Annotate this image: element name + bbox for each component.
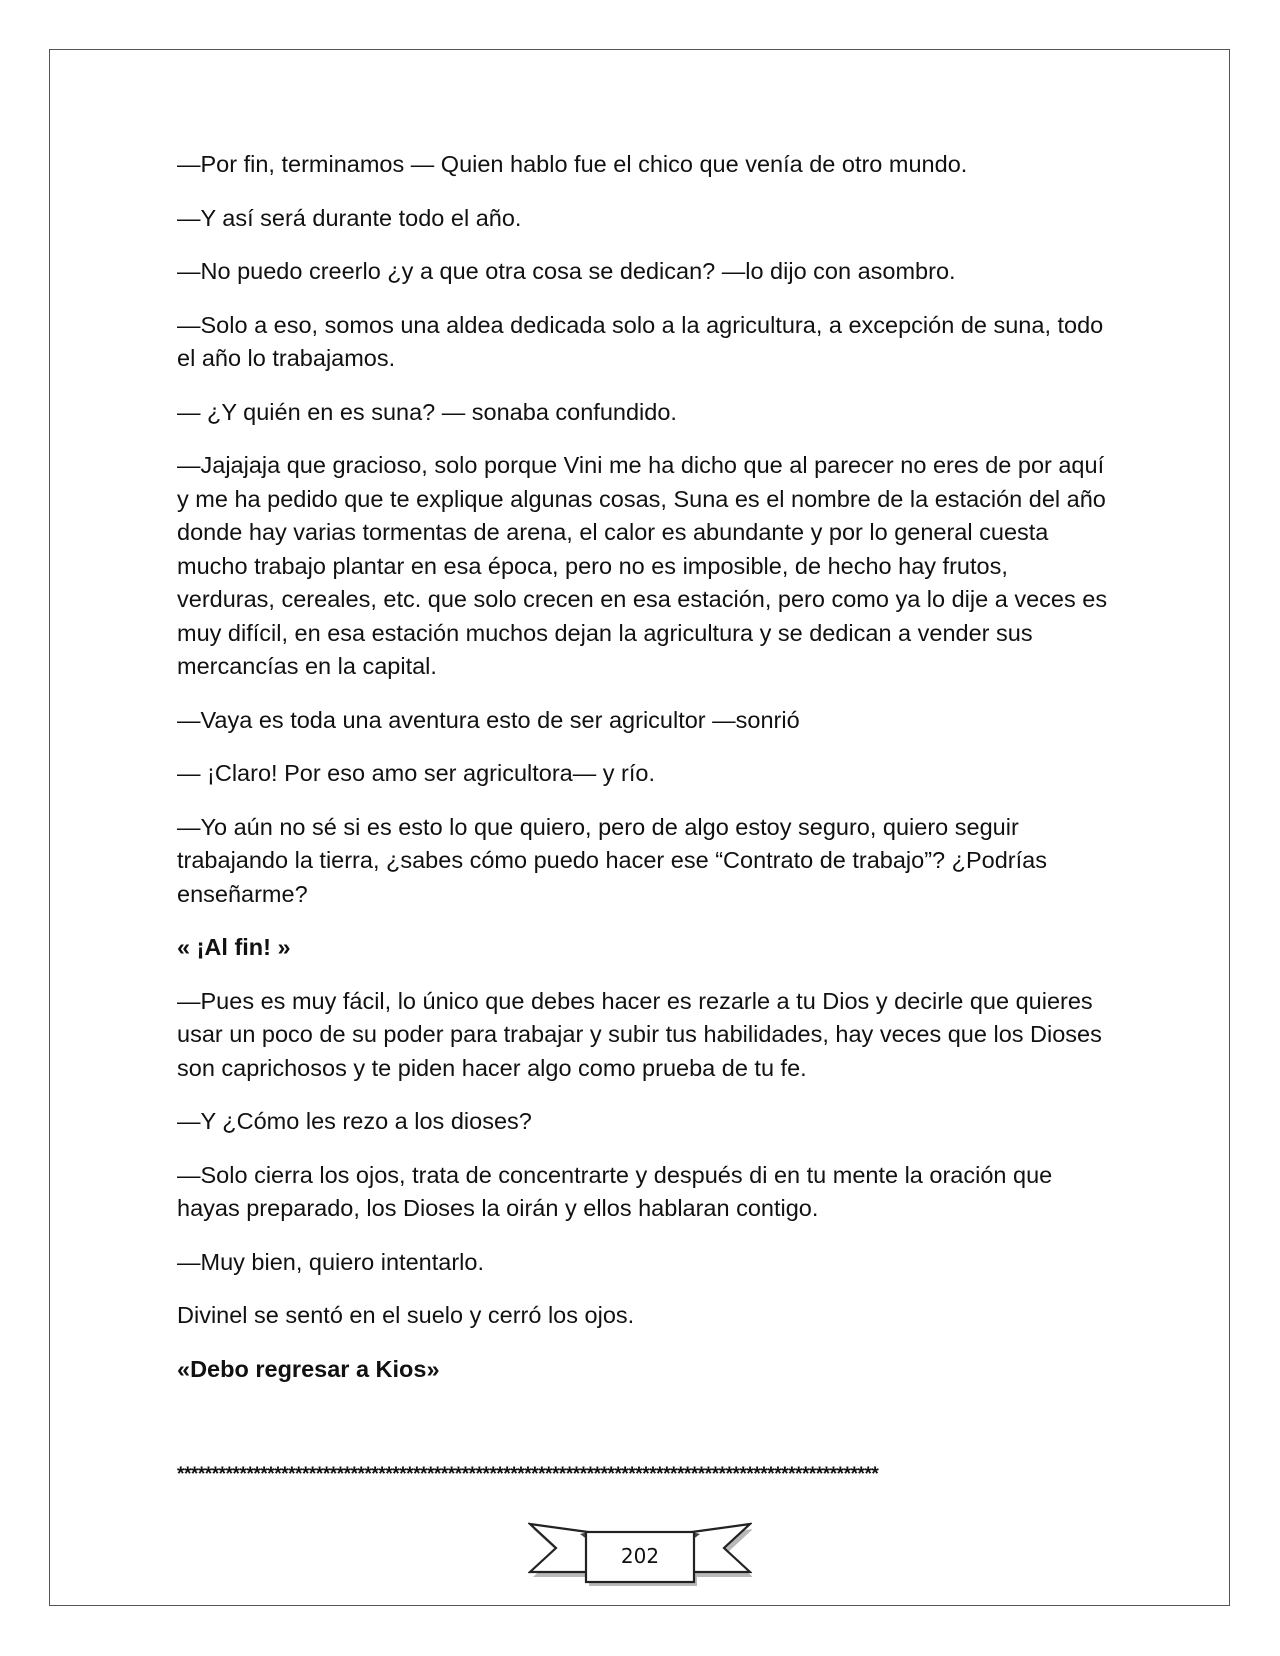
paragraph: —Pues es muy fácil, lo único que debes hacer es rezarle a tu Dios y decirle que quieres usar un poco de su poder para trabajar y subir tus habilidades, hay veces que los Dioses son caprichosos y te piden hacer algo como prueba de tu fe.	[177, 987, 1102, 1081]
body-text	[177, 148, 1112, 1406]
paragraph: —Por fin, terminamos — Quien hablo fue el chico que venía de otro mundo.	[177, 151, 968, 177]
paragraph: —Vaya es toda una aventura esto de ser agricultor —sonrió	[177, 706, 800, 733]
thought-paragraph: «Debo regresar a Kios»	[177, 1355, 440, 1382]
paragraph: —No puedo creerlo ¿y a que otra cosa se dedican? —lo dijo con asombro.	[177, 258, 956, 284]
paragraph: Divinel se sentó en el suelo y cerró los ojos.	[177, 1302, 635, 1328]
paragraph: —Solo a eso, somos una aldea dedicada solo a la agricultura, a excepción de suna, todo el año lo trabajamos.	[177, 311, 1104, 371]
page-number-banner	[528, 1518, 752, 1586]
paragraph: —Solo cierra los ojos, trata de concentrarte y después di en tu mente la oración que hayas preparado, los Dioses la oirán y ellos hablaran contigo.	[177, 1161, 1053, 1221]
page-number: 202	[620, 1544, 660, 1568]
paragraph: —Jajajaja que gracioso, solo porque Vini me ha dicho que al parecer no eres de por aquí y me ha pedido que te explique algunas cosas, Suna es el nombre de la estación del año donde hay varias tormentas de arena, el calor es abundante y por lo general cuesta mucho trabajo plantar en esa época, pero no es imposible, de hecho hay frutos, verduras, cereales, etc. que solo crecen en esa estación, pero como ya lo dije a veces es muy difícil, en esa estación muchos dejan la agricultura y se dedican a vender sus mercancías en la capital.	[177, 452, 1108, 679]
paragraph: —Yo aún no sé si es esto lo que quiero, pero de algo estoy seguro, quiero seguir trabajando la tierra, ¿sabes cómo puedo hacer ese “Contrato de trabajo”? ¿Podrías enseñarme?	[177, 813, 1047, 907]
paragraph: —Y ¿Cómo les rezo a los dioses?	[177, 1108, 532, 1134]
paragraph: —Muy bien, quiero intentarlo.	[177, 1248, 484, 1275]
thought-paragraph: « ¡Al fin! »	[177, 934, 291, 960]
paragraph: — ¿Y quién en es suna? — sonaba confundido.	[177, 398, 677, 425]
scene-separator: *****************************************************************************************************	[177, 1464, 879, 1485]
paragraph: — ¡Claro! Por eso amo ser agricultora— y río.	[177, 760, 655, 786]
paragraph: —Y así será durante todo el año.	[177, 204, 522, 231]
